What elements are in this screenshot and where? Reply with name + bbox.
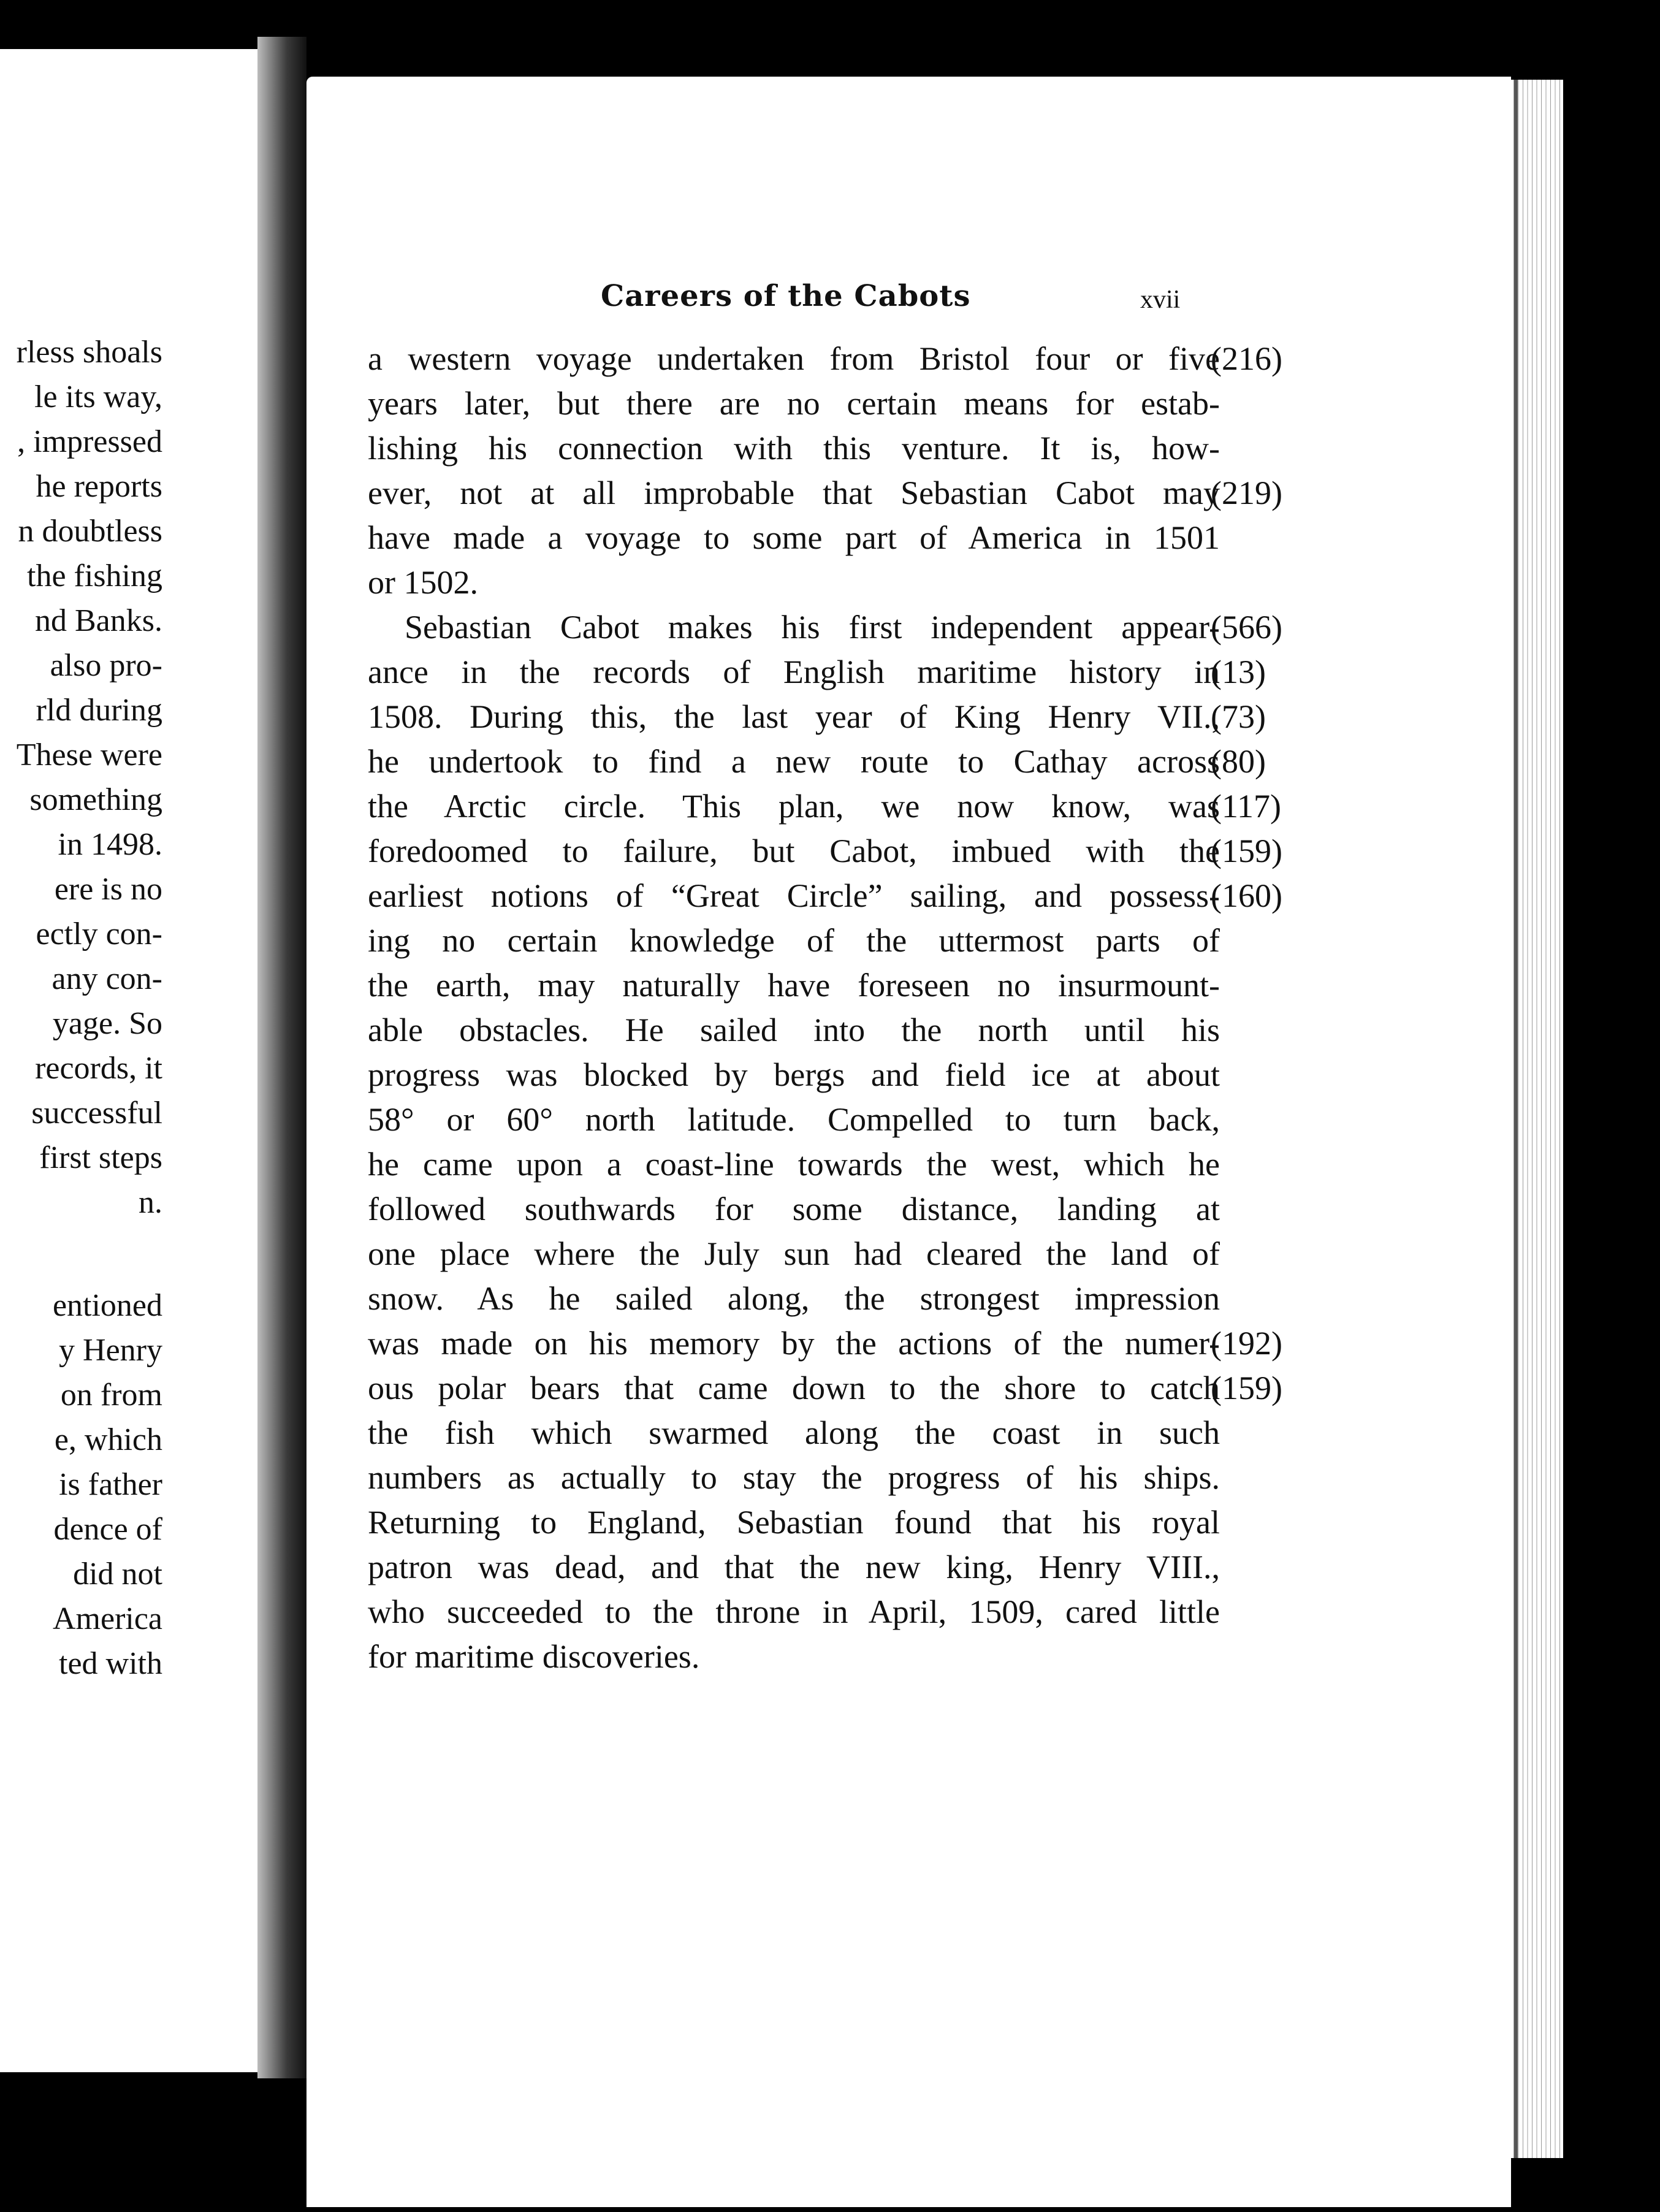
text-line: ing no certain knowledge of the uttermost parts of xyxy=(368,922,1220,959)
text-line: numbers as actually to stay the progress of his ships. xyxy=(368,1459,1220,1496)
text-line: or 1502. xyxy=(368,564,478,601)
margin-ref: (160) xyxy=(1211,877,1282,914)
text-line: the Arctic circle. This plan, we now know, was xyxy=(368,788,1220,825)
left-line: rless shoals xyxy=(16,335,162,370)
left-line: rld during xyxy=(36,693,162,728)
text-line: one place where the July sun had cleared the land of xyxy=(368,1235,1220,1272)
text-line: snow. As he sailed along, the strongest impression xyxy=(368,1280,1220,1317)
left-line: These were xyxy=(16,738,162,772)
text-line: Returning to England, Sebastian found that his royal xyxy=(368,1504,1220,1541)
left-line: dence of xyxy=(53,1512,162,1547)
text-line: ever, not at all improbable that Sebastian Cabot may xyxy=(368,475,1220,511)
margin-ref: (216) xyxy=(1211,340,1282,377)
text-line: have made a voyage to some part of America in 1501 xyxy=(368,519,1220,556)
left-line: he reports xyxy=(36,469,162,504)
left-line: is father xyxy=(59,1467,162,1502)
book-gutter-shadow xyxy=(257,37,306,2078)
text-line: was made on his memory by the actions of the numer- xyxy=(368,1325,1220,1362)
text-line: years later, but there are no certain means for estab- xyxy=(368,385,1220,422)
text-line: able obstacles. He sailed into the north until his xyxy=(368,1012,1220,1048)
page-stack-edge-line xyxy=(1514,80,1518,2158)
left-line: successful xyxy=(31,1096,162,1131)
margin-ref: (192) xyxy=(1211,1325,1282,1362)
text-line: foredoomed to failure, but Cabot, imbued with the xyxy=(368,833,1220,869)
left-line: entioned xyxy=(52,1288,162,1323)
margin-ref: (73) xyxy=(1211,698,1266,735)
left-line: first steps xyxy=(39,1140,162,1175)
left-line: any con- xyxy=(51,961,162,996)
text-line: he undertook to find a new route to Cathay across xyxy=(368,743,1220,780)
left-facing-page xyxy=(0,49,257,2072)
left-line: something xyxy=(29,782,162,817)
page-number: xvii xyxy=(1140,286,1181,314)
left-line: y Henry xyxy=(59,1333,162,1368)
left-line: n. xyxy=(139,1185,162,1220)
left-line: le its way, xyxy=(34,379,162,414)
text-line: 58° or 60° north latitude. Compelled to turn back, xyxy=(368,1101,1220,1138)
text-line: ance in the records of English maritime history in xyxy=(368,654,1220,690)
left-line: records, it xyxy=(35,1051,162,1086)
left-line: , impressed xyxy=(17,424,162,459)
text-line: 1508. During this, the last year of King Henry VII., xyxy=(368,698,1220,735)
margin-ref: (80) xyxy=(1211,743,1266,780)
left-line: did not xyxy=(73,1557,162,1592)
margin-ref: (13) xyxy=(1211,654,1266,690)
text-line: the fish which swarmed along the coast in such xyxy=(368,1414,1220,1451)
text-line: the earth, may naturally have foreseen no insurmount- xyxy=(368,967,1220,1004)
margin-ref: (159) xyxy=(1211,1370,1282,1406)
margin-ref: (117) xyxy=(1211,788,1281,825)
left-line: America xyxy=(52,1601,162,1636)
text-line: for maritime discoveries. xyxy=(368,1638,700,1675)
text-line: followed southwards for some distance, landing at xyxy=(368,1191,1220,1227)
text-line: ous polar bears that came down to the shore to catch xyxy=(368,1370,1220,1406)
left-line: e, which xyxy=(54,1422,162,1457)
left-line: on from xyxy=(60,1378,162,1413)
left-line: ectly con- xyxy=(36,917,162,952)
left-line: nd Banks. xyxy=(35,603,162,638)
text-line: patron was dead, and that the new king, Henry VIII., xyxy=(368,1549,1220,1585)
left-line: in 1498. xyxy=(58,827,162,862)
left-line: ere is no xyxy=(54,872,162,907)
left-line: also pro- xyxy=(50,648,162,683)
left-line: the fishing xyxy=(27,559,162,593)
text-line: who succeeded to the throne in April, 1509, cared little xyxy=(368,1593,1220,1630)
margin-ref: (159) xyxy=(1211,833,1282,869)
right-page xyxy=(306,77,1511,2207)
text-line: he came upon a coast-line towards the west, which he xyxy=(368,1146,1220,1183)
text-line: lishing his connection with this venture. It is, how- xyxy=(368,430,1220,467)
left-line: n doubtless xyxy=(18,514,162,549)
text-line: Sebastian Cabot makes his first independent appear- xyxy=(405,609,1220,646)
margin-ref: (219) xyxy=(1211,475,1282,511)
margin-ref: (566) xyxy=(1211,609,1282,646)
left-line: ted with xyxy=(59,1646,162,1681)
text-line: earliest notions of “Great Circle” sailing, and possess- xyxy=(368,877,1220,914)
text-line: a western voyage undertaken from Bristol four or five xyxy=(368,340,1220,377)
running-head-title: Careers of the Cabots xyxy=(601,279,971,313)
text-line: progress was blocked by bergs and field ice at about xyxy=(368,1056,1220,1093)
left-line: yage. So xyxy=(52,1006,162,1041)
